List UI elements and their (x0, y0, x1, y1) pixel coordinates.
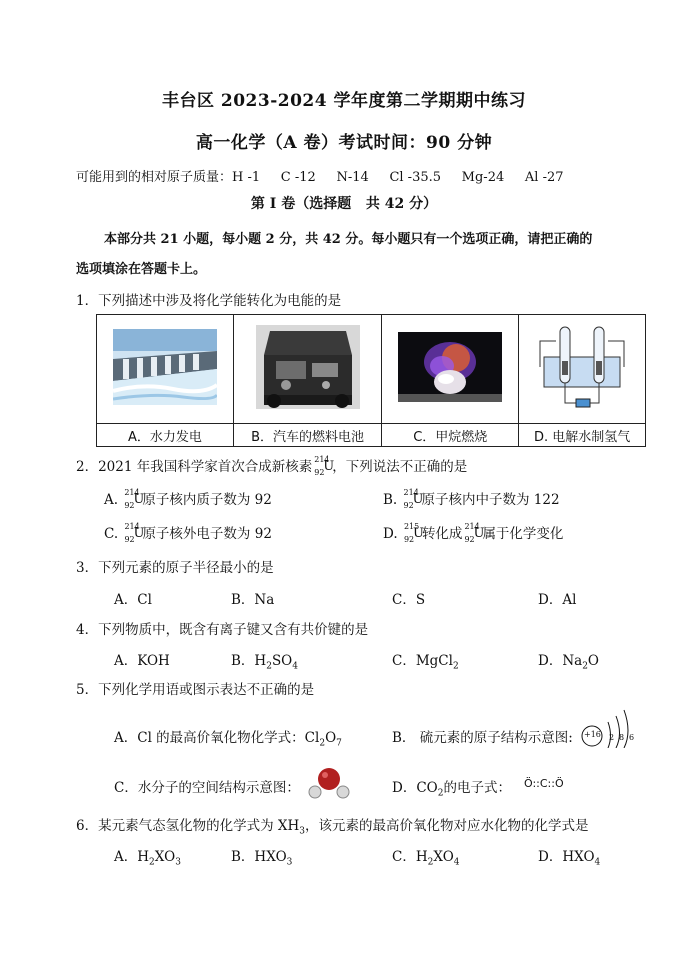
option-4b: B．$H_2SO_4$ (231, 653, 298, 672)
option-2d: D. 215 92 U 转化成 214 92 U 属于化学变化 (383, 521, 564, 544)
option-3c: C．S (392, 592, 426, 608)
option-1c: C．甲烷燃烧 (382, 424, 519, 447)
option-2c: C. 214 92 U 原子核外电子数为 92 (104, 521, 272, 544)
image-cell-b (233, 315, 381, 424)
option-6a: A．$H_2XO_3$ (114, 849, 181, 868)
fuel-cell-car-image (256, 325, 360, 409)
hydropower-dam-image (113, 329, 217, 405)
co2-electron-formula: Ö::C::Ö (524, 777, 564, 790)
option-2a: A. 214 92 U 原子核内质子数为 92 (104, 487, 272, 510)
instructions-line2: 选项填涂在答题卡上。 (76, 262, 207, 277)
question-1-stem: 1．下列描述中涉及将化学能转化为电能的是 (76, 293, 342, 309)
option-5a: A．Cl 的最高价氧化物化学式：$Cl_2O_7$ (114, 730, 342, 749)
methane-combustion-image (398, 332, 502, 402)
question-6-stem: 6．某元素气态氢化物的化学式为 $XH_3$，该元素的最高价氧化物对应水化物的化学式是 (76, 818, 589, 837)
nuclide-u214: 214 92 U (314, 454, 335, 477)
option-1a: A．水力发电 (97, 424, 234, 447)
option-6c: C．$H_2XO_4$ (392, 849, 460, 868)
option-3d: D．Al (538, 592, 577, 608)
option-4c: C．MgCl$_2$ (392, 653, 459, 672)
sulfur-shell-2: 8 (619, 733, 625, 742)
question-2-stem: 2．2021 年我国科学家首次合成新核素 214 92 U ，下列说法不正确的是 (76, 454, 468, 477)
image-cell-a (97, 315, 234, 424)
sulfur-nucleus-label: +16 (584, 730, 601, 739)
sulfur-atom-diagram (578, 708, 638, 752)
option-3b: B．Na (231, 592, 275, 608)
option-5b: B． 硫元素的原子结构示意图: (392, 730, 573, 746)
option-2b: B. 214 92 U 原子核内中子数为 122 (383, 487, 560, 510)
option-6b: B．$HXO_3$ (231, 849, 293, 868)
option-5c: C．水分子的空间结构示意图： (114, 780, 300, 796)
image-cell-d (519, 315, 646, 424)
page-title: 丰台区 2023-2024 学年度第二学期期中练习 (161, 91, 527, 111)
option-6d: D．$HXO_4$ (538, 849, 601, 868)
option-1b: B．汽车的燃料电池 (233, 424, 381, 447)
option-1d: D. 电解水制氢气 (519, 424, 646, 447)
option-4a: A．KOH (114, 653, 170, 669)
option-3a: A．Cl (114, 592, 152, 608)
electrolysis-apparatus-image (536, 321, 628, 413)
sulfur-shell-1: 2 (609, 733, 615, 742)
question-3-stem: 3．下列元素的原子半径最小的是 (76, 560, 274, 576)
question-1-table (96, 314, 646, 447)
question-5-stem: 5．下列化学用语或图示表达不正确的是 (76, 682, 315, 698)
sulfur-shell-3: 6 (629, 733, 635, 742)
option-5d: D．$CO_2$的电子式： (392, 780, 511, 799)
section-heading: 第 I 卷（选择题 共 42 分） (250, 196, 438, 212)
instructions-line1: 本部分共 21 小题，每小题 2 分，共 42 分。每小题只有一个选项正确，请把正确的 (104, 232, 593, 247)
question-4-stem: 4．下列物质中，既含有离子键又含有共价键的是 (76, 622, 369, 638)
atomic-masses: 可能用到的相对原子质量：H -1 C -12 N-14 Cl -35.5 Mg-24 Al -27 (76, 170, 564, 185)
image-cell-c (382, 315, 519, 424)
water-molecule-model (306, 762, 352, 800)
page-subtitle: 高一化学（A 卷）考试时间：90 分钟 (195, 133, 493, 153)
option-4d: D．$Na_2O$ (538, 653, 599, 672)
